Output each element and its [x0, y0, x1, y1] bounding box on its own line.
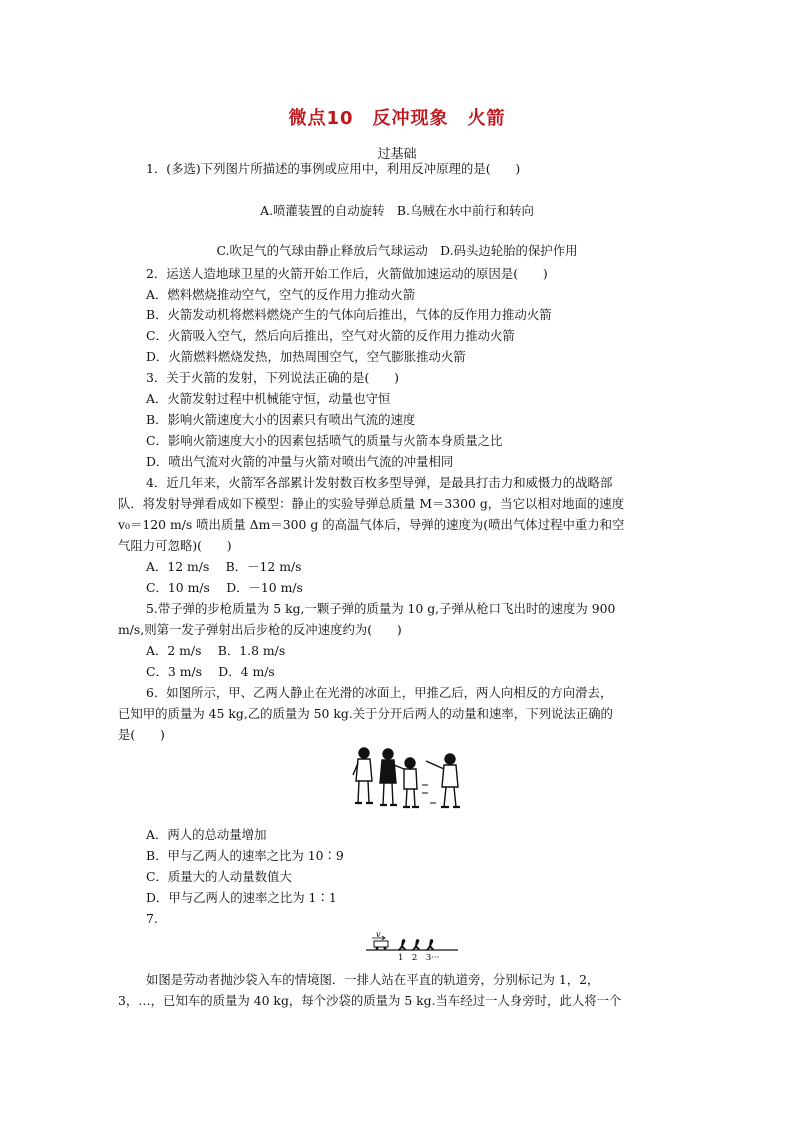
q4-options-cd: C．10 m/s D．－10 m/s — [146, 580, 303, 595]
q5-line1: 5.带子弹的步枪质量为 5 kg,一颗子弹的质量为 10 g,子弹从枪口飞出时的速度为 900 — [146, 601, 616, 616]
q1-options-row1: A.喷灌装置的自动旋转 B.乌贼在水中前行和转向 — [260, 203, 534, 218]
skaters-figure — [350, 745, 466, 813]
q5-line2: m/s,则第一发子弹射出后步枪的反冲速度约为( ) — [118, 622, 402, 637]
q4-options-ab: A．12 m/s B．－12 m/s — [146, 559, 302, 574]
q4-line3: v₀＝120 m/s 喷出质量 Δm＝300 g 的高温气体后，导弹的速度为(喷出气体过程中重力和空 — [118, 517, 625, 532]
q4-line4: 气阻力可忽略)( ) — [118, 538, 232, 553]
q4-line1: 4．近几年来，火箭军各部累计发射数百枚多型导弹，是最具打击力和威慑力的战略部 — [146, 475, 613, 490]
skater-a-body — [356, 759, 372, 781]
q3-option-c: C．影响火箭速度大小的因素包括喷气的质量与火箭本身质量之比 — [146, 433, 503, 448]
q5-options-cd: C．3 m/s D．4 m/s — [146, 664, 275, 679]
skater-a-legs — [358, 781, 369, 803]
velocity-label: v — [376, 930, 381, 939]
q3-stem: 3．关于火箭的发射，下列说法正确的是( ) — [146, 370, 399, 385]
q7-number: 7. — [146, 911, 158, 926]
q1-stem: 1．(多选)下列图片所描述的事例或应用中，利用反冲原理的是( ) — [146, 161, 521, 176]
q2-option-d: D．火箭燃料燃烧发热，加热周围空气，空气膨胀推动火箭 — [146, 349, 466, 364]
person-number-labels: 1 2 3··· — [398, 953, 440, 962]
q2-option-a: A．燃料燃烧推动空气，空气的反作用力推动火箭 — [146, 287, 416, 302]
q6-option-c: C．质量大的人动量数值大 — [146, 869, 292, 884]
q5-options-ab: A．2 m/s B．1.8 m/s — [146, 643, 286, 658]
skater-a-head — [359, 748, 369, 758]
q6-option-b: B．甲与乙两人的速率之比为 10∶9 — [146, 848, 344, 863]
q2-option-c: C．火箭吸入空气，然后向后推出，空气对火箭的反作用力推动火箭 — [146, 328, 515, 343]
people-icons — [398, 939, 434, 951]
q3-option-a: A．火箭发射过程中机械能守恒，动量也守恒 — [146, 391, 391, 406]
q6-line1: 6．如图所示，甲、乙两人静止在光滑的冰面上，甲推乙后，两人向相反的方向滑去， — [146, 685, 613, 700]
q1-options-row2: C.吹足气的气球由静止释放后气球运动 D.码头边轮胎的保护作用 — [216, 243, 578, 258]
page-title: 微点10 反冲现象 火箭 — [288, 108, 506, 129]
q6-line2: 已知甲的质量为 45 kg,乙的质量为 50 kg.关于分开后两人的动量和速率，下列说法正确的 — [118, 706, 613, 721]
q6-line3: 是( ) — [118, 727, 165, 742]
q4-line2: 队．将发射导弹看成如下模型：静止的实验导弹总质量 M＝3300 g，当它以相对地面的速度 — [118, 496, 625, 511]
q2-stem: 2．运送人造地球卫星的火箭开始工作后，火箭做加速运动的原因是( ) — [146, 266, 548, 281]
q3-option-b: B．影响火箭速度大小的因素只有喷出气流的速度 — [146, 412, 416, 427]
q7-line1: 如图是劳动者抛沙袋入车的情境图．一排人站在平直的轨道旁，分别标记为 1，2， — [146, 972, 600, 987]
cart-icon — [374, 941, 388, 947]
section-subtitle: 过基础 — [377, 147, 417, 162]
q7-line2: 3，…，已知车的质量为 40 kg，每个沙袋的质量为 5 kg.当车经过一人身旁时，此人将一个 — [118, 993, 622, 1008]
q3-option-d: D．喷出气流对火箭的冲量与火箭对喷出气流的冲量相同 — [146, 454, 454, 469]
q6-option-d: D．甲与乙两人的速率之比为 1∶1 — [146, 890, 337, 905]
q2-option-b: B．火箭发动机将燃料燃烧产生的气体向后推出，气体的反作用力推动火箭 — [146, 307, 552, 322]
cart-figure — [362, 928, 462, 962]
q6-option-a: A．两人的总动量增加 — [146, 827, 267, 842]
